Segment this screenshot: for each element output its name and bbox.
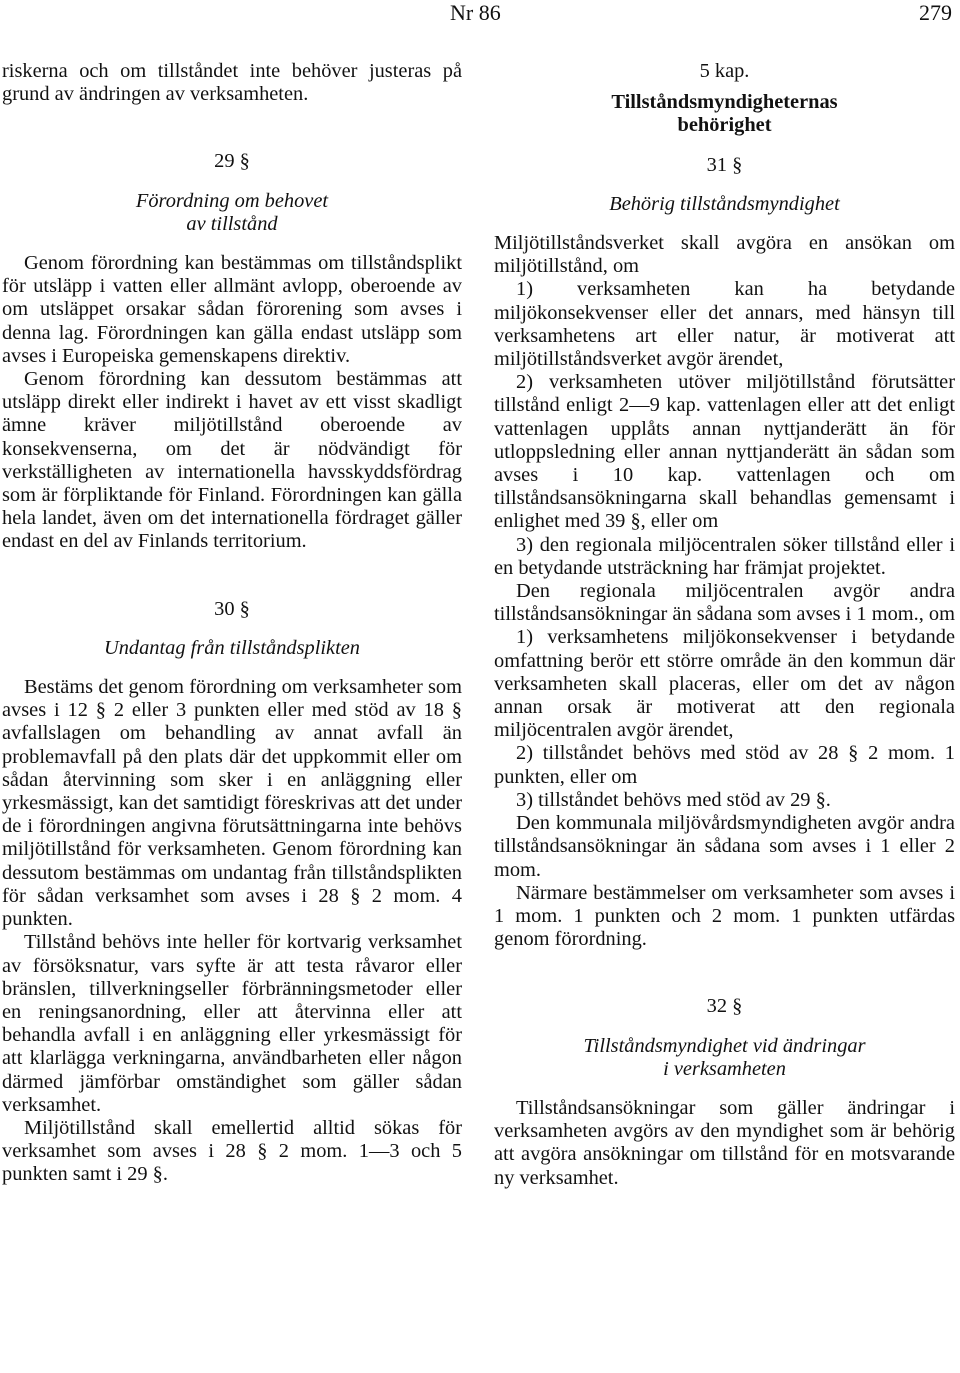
section-32-title-line-1: Tillståndsmyndighet vid ändringar — [583, 1034, 866, 1057]
chapter-title-line-1: Tillståndsmyndigheternas — [611, 91, 838, 114]
intro-paragraph: riskerna och om tillståndet inte behöver justeras på grund av ändringen av verksamheten. — [2, 60, 462, 106]
section-31-paragraph-5: Den regionala miljöcentralen avgör andra tillståndsansökningar än sådana som avses i 1 mom., om — [494, 580, 955, 626]
section-32-title-line-2: i verksamheten — [663, 1057, 786, 1080]
section-30-paragraph-2: Tillstånd behövs inte heller för kortvarig verksamhet av försöksnatur, vars syfte är att testa råvaror eller bränslen, tillverkningseller förbränningsmetoder eller en reningsanordning, eller att återvinna eller att behandla avfall i en anläggning eller yrkesmässigt för att klarlägga verkningarna, användbarheten eller någon därmed jämförbar omständighet som gäller sådan verksamhet. — [2, 931, 462, 1116]
chapter-title-line-2: behörighet — [677, 114, 772, 137]
section-31-number: 31 § — [706, 153, 743, 176]
section-30-number: 30 § — [214, 597, 250, 620]
section-32-number: 32 § — [706, 995, 743, 1018]
section-31-paragraph-4: 3) den regionala miljöcentralen söker tillstånd eller i en betydande utsträckning har främjat projektet. — [494, 533, 955, 579]
section-29-number: 29 § — [214, 150, 250, 173]
section-31-paragraph-2: 1) verksamheten kan ha betydande miljökonsekvenser eller det annars, med hänsyn till verksamhetens art eller natur, är motiverat att miljötillståndsverket avgör ärendet, — [494, 278, 955, 371]
section-29-title-line-1: Förordning om behovet — [135, 189, 329, 212]
chapter-number: 5 kap. — [699, 60, 750, 82]
section-31-paragraph-3: 2) verksamheten utöver miljötillstånd förutsätter tillstånd enligt 2—9 kap. vattenlagen eller att det enligt vattenlagen upplåts annan nyttjanderätt än för utloppsledning eller annan nyttjanderätt än sådan som avses i 10 kap. vattenlagen och om tillståndsansökningarna skall behandlas gemensamt i enlighet med 39 §, eller om — [494, 371, 955, 533]
section-31-paragraph-8: 3) tillståndet behövs med stöd av 29 §. — [516, 788, 831, 811]
section-31-paragraph-1: Miljötillståndsverket skall avgöra en ansökan om miljötillstånd, om — [494, 232, 955, 278]
section-31-paragraph-9: Den kommunala miljövårdsmyndigheten avgör andra tillståndsansökningar än sådana som avses i 1 eller 2 mom. — [494, 812, 955, 881]
section-31-title: Behörig tillståndsmyndighet — [609, 192, 840, 215]
page-header — [0, 0, 960, 30]
section-29-paragraph-1: Genom förordning kan bestämmas om tillståndsplikt för utsläpp i vatten eller allmänt avlopp, oberoende av om utsläppet orsakar sådan förorening som avses i denna lag. Förordningen kan gälla endast utsläpp som avses i Europeiska gemenskapens direktiv. — [2, 252, 462, 367]
section-31-paragraph-10: Närmare bestämmelser om verksamheter som avses i 1 mom. 1 punkten och 2 mom. 1 punkten utfärdas genom förordning. — [494, 881, 955, 951]
section-31-paragraph-6: 1) verksamhetens miljökonsekvenser i betydande omfattning berör ett större område än den kommun där verksamheten skall placeras, eller om det av någon annan orsak är motiverat att den regionala miljöcentralen avgör ärendet, — [494, 626, 955, 742]
section-31-paragraph-7: 2) tillståndet behövs med stöd av 28 § 2 mom. 1 punkten, eller om — [494, 742, 955, 788]
section-29-title-line-2: av tillstånd — [186, 212, 278, 235]
section-30-paragraph-3: Miljötillstånd skall emellertid alltid sökas för verksamhet som avses i 28 § 2 mom. 1—3 och 5 punkten samt i 29 §. — [2, 1116, 462, 1186]
page-number: 279 — [919, 0, 952, 25]
section-30-title: Undantag från tillståndsplikten — [103, 636, 361, 659]
section-29-paragraph-2: Genom förordning kan dessutom bestämmas att utsläpp direkt eller indirekt i havet av ett visst skadligt ämne kräver miljötillstånd oberoende av konsekvenserna, om det är nödvändigt för verkställigheten av internationella havsskyddsfördrag som är förpliktande för Finland. Förordningen kan gälla hela landet, även om det internationella fördraget gäller endast en del av Finlands territorium. — [2, 368, 462, 553]
section-30-paragraph-1: Bestäms det genom förordning om verksamheter som avses i 12 § 2 eller 3 punkten eller med stöd av 18 § avfallslagen om behandling av annat avfall än problemavfall på den plats där det uppkommit eller om sådan återvinning som sker i en anläggning eller yrkesmässigt, kan det samtidigt föreskrivas att det under de i förordningen angivna förutsättningarna inte behövs miljötillstånd för verksamheten. Genom förordning kan dessutom bestämmas om undantag från tillståndsplikten för sådan verksamhet som avses i 28 § 2 mom. 4 punkten. — [2, 676, 462, 931]
right-column — [494, 60, 955, 1190]
section-32-paragraph-1: Tillståndsansökningar som gäller ändringar i verksamheten avgörs av den myndighet som är behörig att avgöra ansökningar om tillstånd för en motsvarande ny verksamhet. — [494, 1096, 955, 1189]
issue-number: Nr 86 — [450, 0, 501, 25]
left-column — [2, 60, 462, 1187]
